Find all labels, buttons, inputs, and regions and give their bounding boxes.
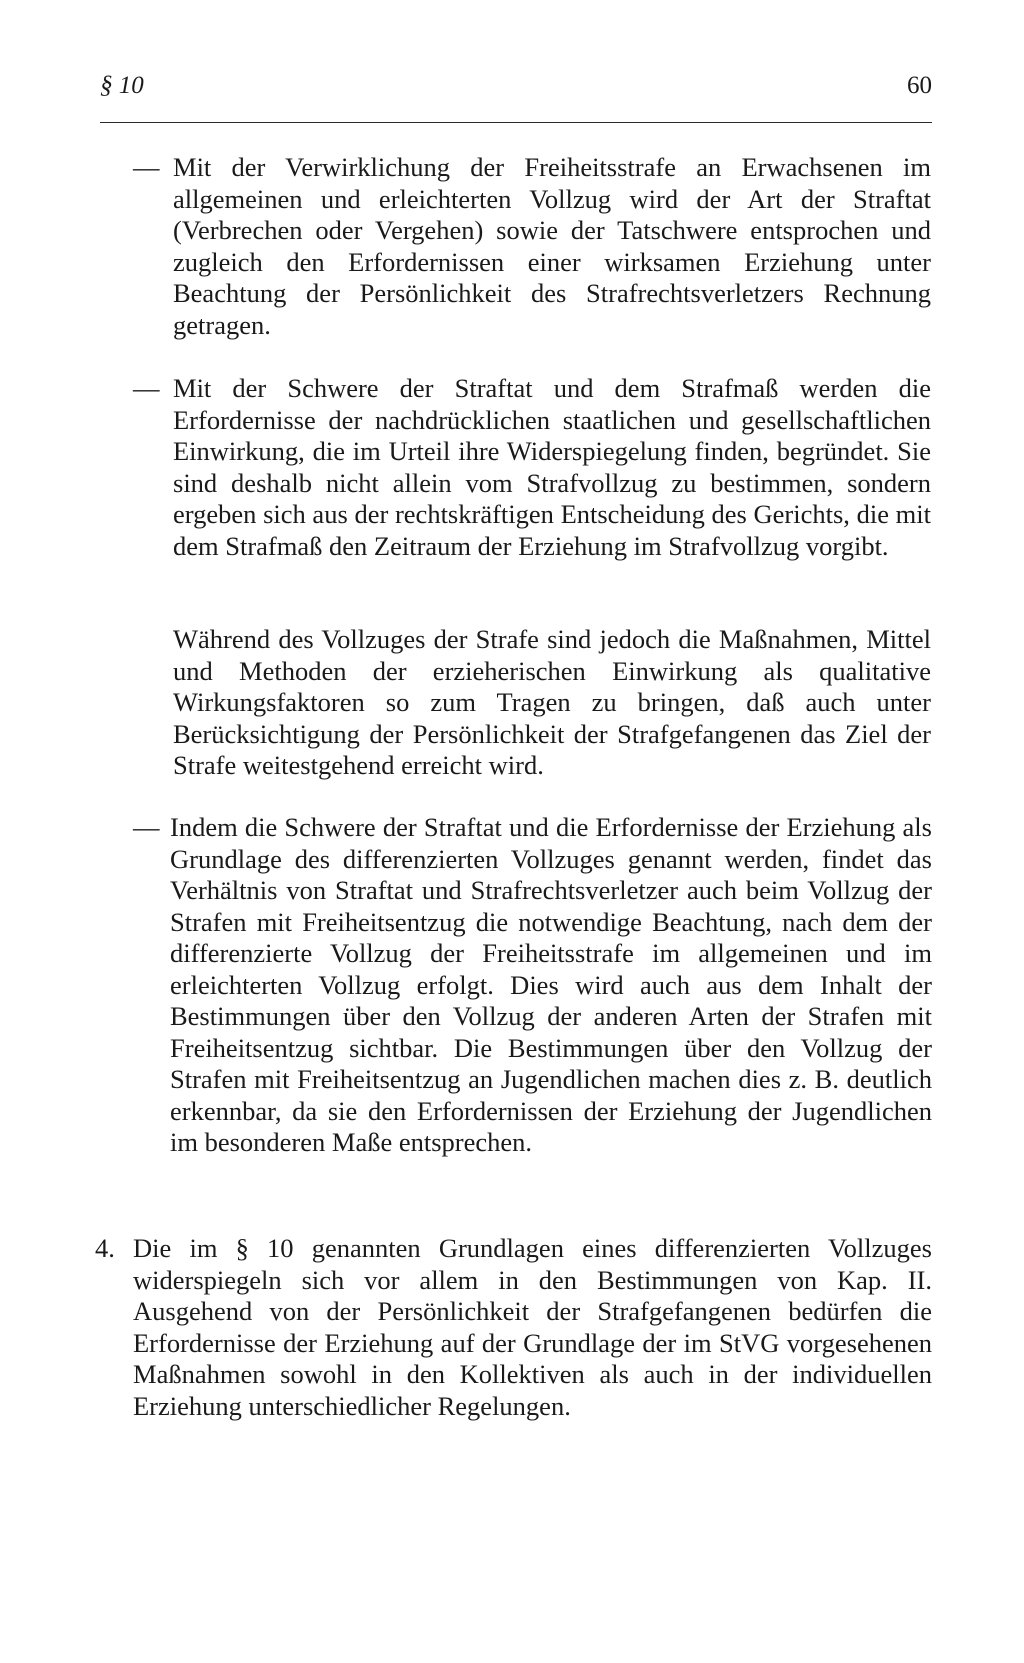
continuation-paragraph: Während des Vollzuges der Strafe sind jedoch die Maßnahmen, Mittel und Methoden der erzieherischen Einwirkung als qualitative Wirkungsfaktoren so zum Tragen zu bringen, daß auch unter Berücksichtigung der Persönlichkeit der Strafgefangenen das Ziel der Strafe weitestgehend erreicht wird.	[173, 624, 931, 780]
numbered-paragraph: Die im § 10 genannten Grundlagen eines differenzierten Vollzuges widerspiegeln sich vor allem in den Bestimmungen von Kap. II. Ausgehend von der Persönlichkeit der Strafgefangenen bedürfen die Erfordernisse der Erziehung auf der Grundlage der im StVG vorgesehenen Maßnahmen sowohl in den Kollektiven als auch in der individuellen Erziehung unterschiedlicher Regelungen.	[133, 1233, 932, 1421]
bullet-dash: —	[133, 152, 160, 182]
bullet-paragraph: Mit der Verwirklichung der Freiheitsstrafe an Erwachsenen im allgemeinen und erleichterten Vollzug wird der Art der Straftat (Verbrechen oder Vergehen) sowie der Tatschwere entsprochen und zugleich den Erfordernissen einer wirksamen Erziehung unter Beachtung der Persönlichkeit des Strafrechtsverletzers Rechnung getragen.	[173, 152, 931, 340]
bullet-dash: —	[133, 812, 160, 842]
bullet-dash: —	[133, 373, 160, 403]
page-header	[100, 72, 932, 112]
header-rule	[100, 122, 932, 123]
bullet-paragraph: Mit der Schwere der Straftat und dem Strafmaß werden die Erfordernisse der nachdrücklichen staatlichen und gesellschaftlichen Einwirkung, die im Urteil ihre Widerspiegelung finden, begründet. Sie sind deshalb nicht allein vom Strafvollzug zu bestimmen, sondern ergeben sich aus der rechtskräftigen Entscheidung des Gerichts, die mit dem Strafmaß den Zeitraum der Erziehung im Strafvollzug vorgibt.	[173, 373, 931, 561]
bullet-paragraph: Indem die Schwere der Straftat und die Erfordernisse der Erziehung als Grundlage des differenzierten Vollzuges genannt werden, findet das Verhältnis von Straftat und Strafrechtsverletzer auch beim Vollzug der Strafen mit Freiheitsentzug die notwendige Beachtung, nach dem der differenzierte Vollzug der Freiheitsstrafe im allgemeinen und im erleichterten Vollzug erfolgt. Dies wird auch aus dem Inhalt der Bestimmungen über den Vollzug der anderen Arten der Strafen mit Freiheitsentzug sichtbar. Die Bestimmungen über den Vollzug der Strafen mit Freiheitsentzug an Jugendlichen machen dies z. B. deutlich erkennbar, da sie den Erfordernissen der Erziehung der Jugendlichen im besonderen Maße entsprechen.	[170, 812, 932, 1157]
page-number: 60	[907, 72, 932, 99]
list-number: 4.	[95, 1233, 115, 1263]
section-reference: § 10	[100, 72, 144, 99]
